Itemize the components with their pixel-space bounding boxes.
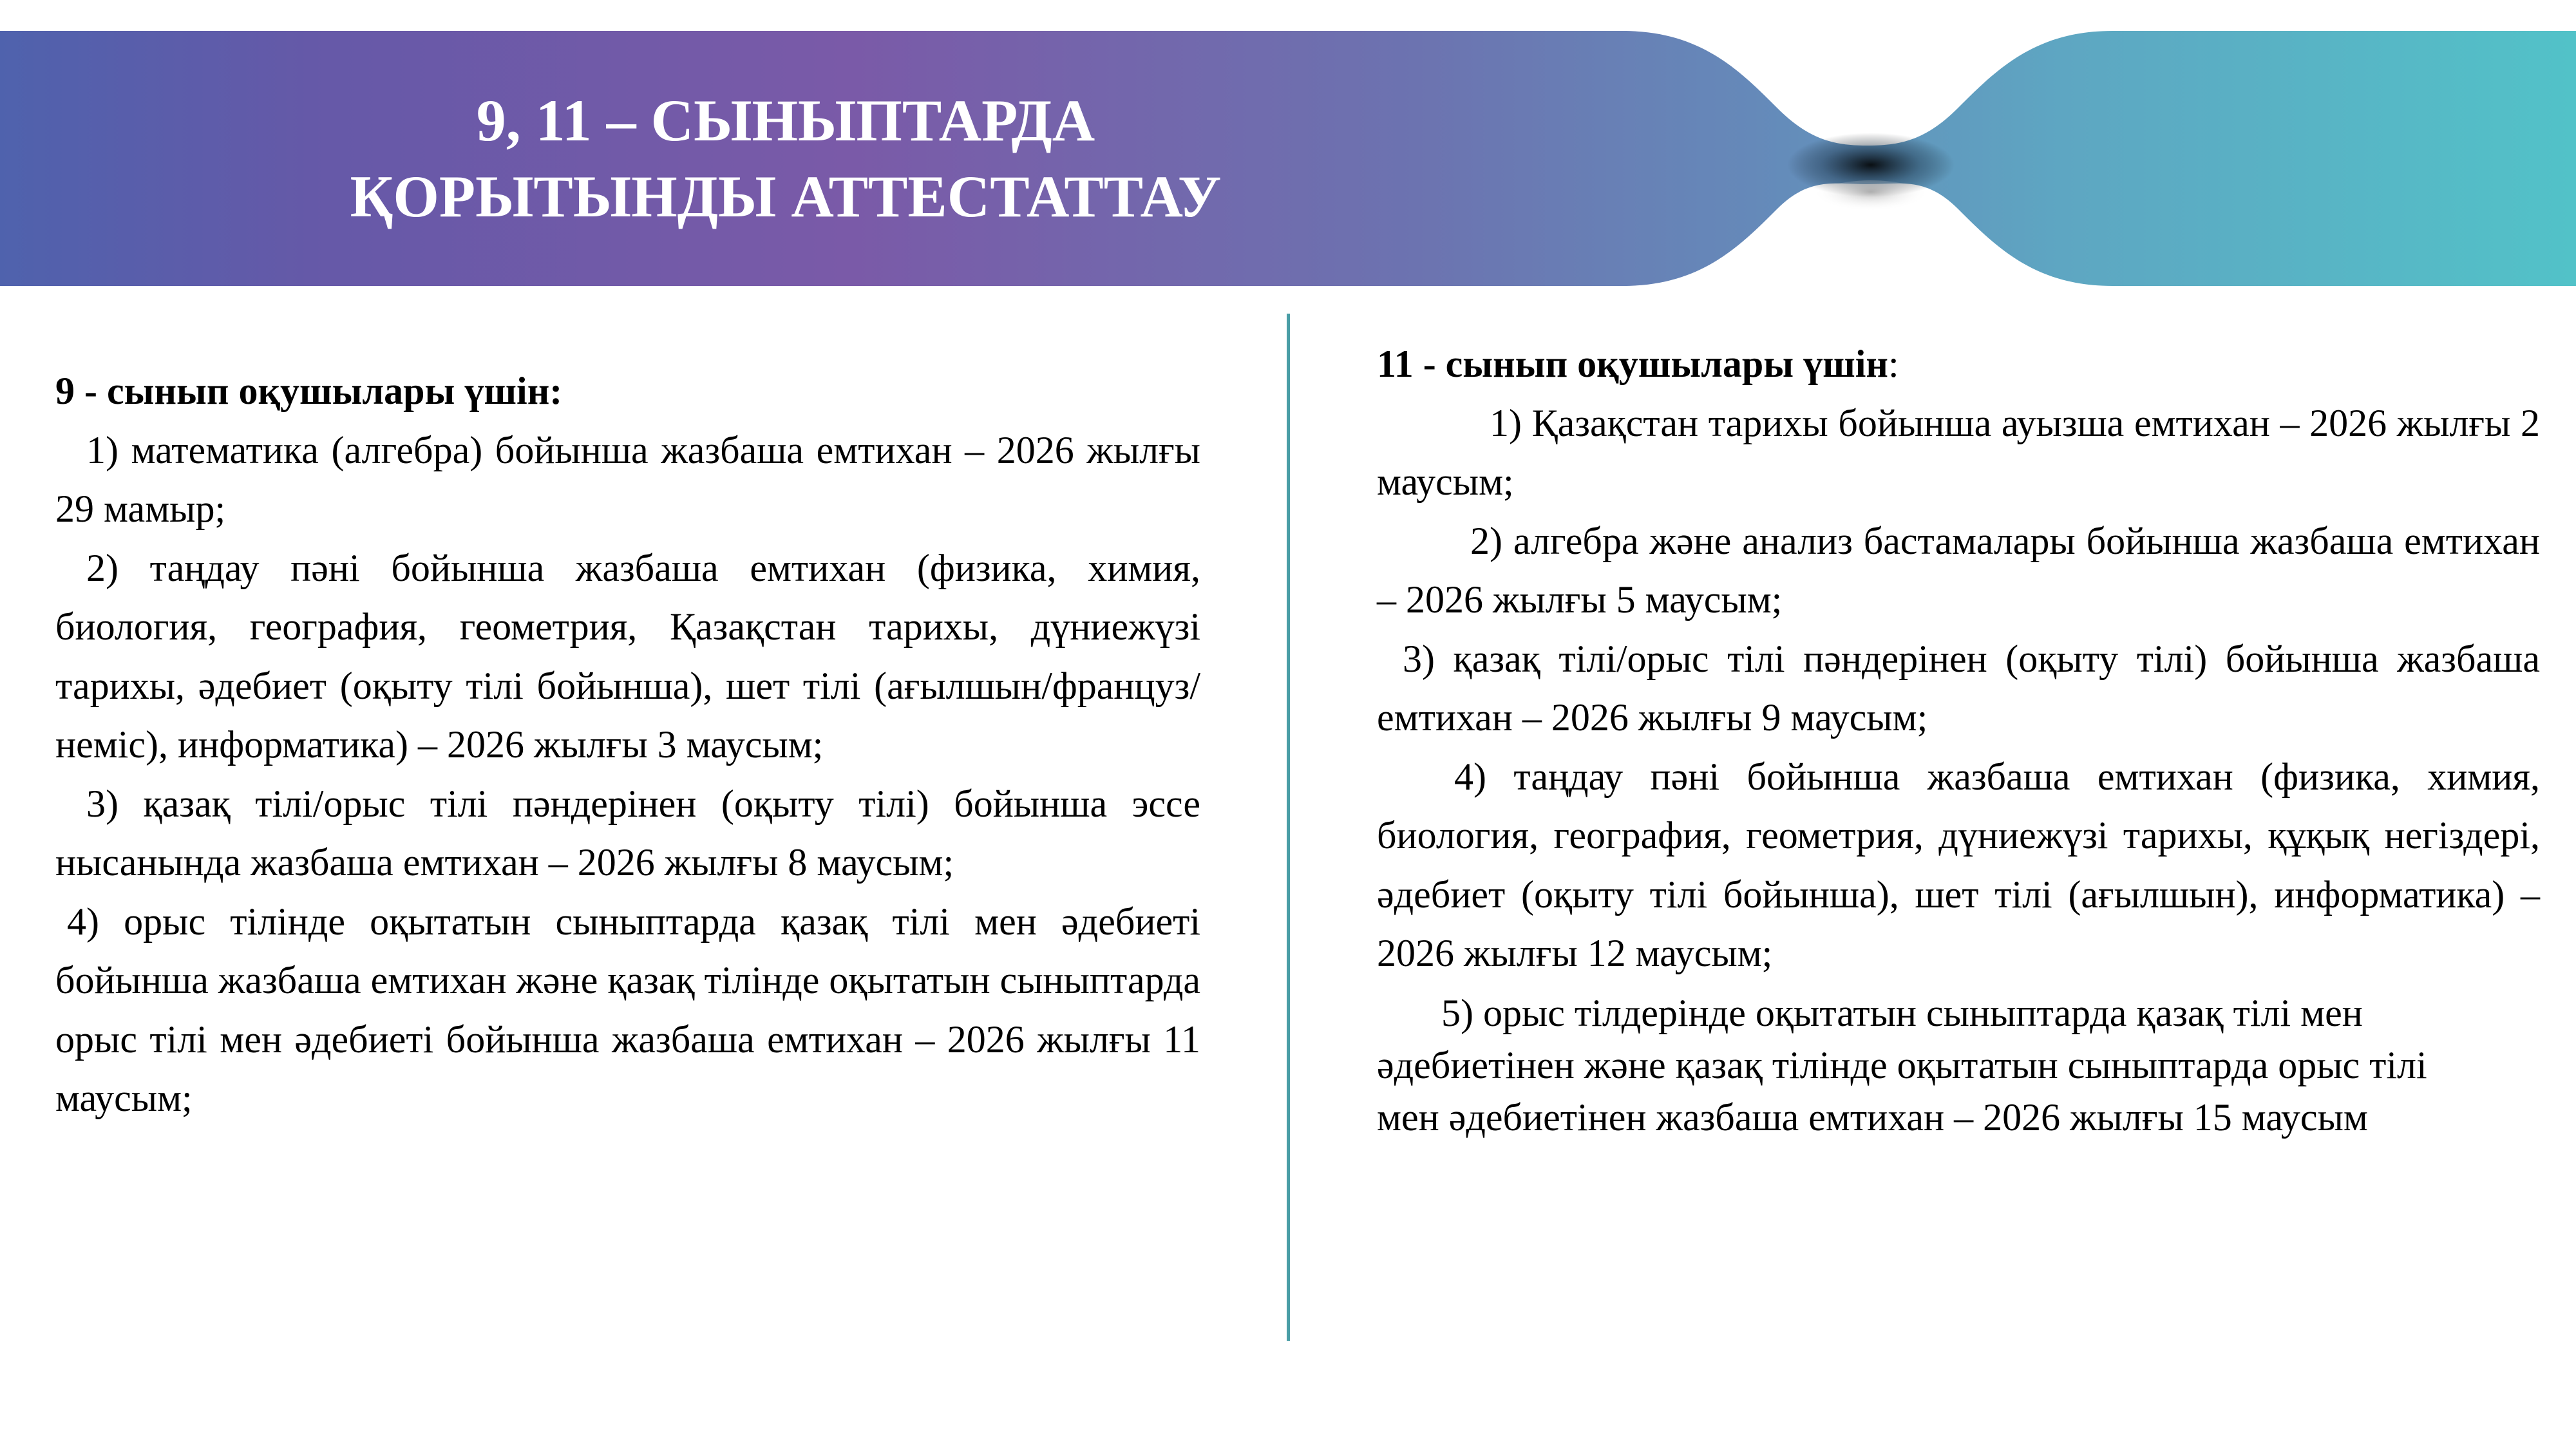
grade11-section	[1377, 335, 2540, 1144]
grade11-exam-item: 2) алгебра және анализ бастамалары бойынша жазбаша емтихан – 2026 жылғы 5 маусым;	[1377, 519, 2540, 621]
page-title	[193, 82, 1378, 234]
grade11-heading-colon: :	[1888, 343, 1899, 385]
grade11-exam-item: 3) қазақ тілі/орыс тілі пәндерінен (оқыту тілі) бойынша жазбаша емтихан – 2026 жылғы 9 маусым;	[1377, 637, 2540, 739]
grade11-heading	[1377, 335, 2540, 394]
grade9-exam-item: 2) таңдау пәні бойынша жазбаша емтихан (физика, химия, биология, география, геометрия, Қазақстан тарихы, дүниежүзі тарихы, әдебиет (оқыту тілі бойынша), шет тілі (ағылшын/француз/неміс), информатика) – 2026 жылғы 3 маусым;	[55, 546, 1200, 766]
grade9-section	[55, 362, 1200, 1128]
grade11-exam-item: 5) орыс тілдерінде оқытатын сыныптарда қазақ тілі мен әдебиетінен және қазақ тілінде оқытатын сыныптарда орыс тілі мен әдебиетінен жазбаша емтихан – 2026 жылғы 15 маусым	[1377, 991, 2427, 1139]
title-line-2: ҚОРЫТЫНДЫ АТТЕСТАТТАУ	[350, 164, 1222, 229]
grade9-heading: 9 - сынып оқушылары үшін:	[55, 370, 563, 412]
grade11-exam-item: 4) таңдау пәні бойынша жазбаша емтихан (физика, химия, биология, география, геометрия, дүниежүзі тарихы, құқық негіздері, әдебиет (оқыту тілі бойынша), шет тілі (ағылшын), информатика) – 2026 жылғы 12 маусым;	[1377, 755, 2540, 974]
grade9-exam-item: 3) қазақ тілі/орыс тілі пәндерінен (оқыту тілі) бойынша эссе нысанында жазбаша емтихан – 2026 жылғы 8 маусым;	[55, 782, 1200, 884]
column-divider	[1287, 314, 1290, 1341]
grade9-exam-item: 1) математика (алгебра) бойынша жазбаша емтихан – 2026 жылғы 29 мамыр;	[55, 428, 1200, 530]
grade11-heading-text: 11 - сынып оқушылары үшін	[1377, 343, 1888, 385]
grade9-exam-item: 4) орыс тілінде оқытатын сыныптарда қазақ тілі мен әдебиеті бойынша жазбаша емтихан және қазақ тілінде оқытатын сыныптарда орыс тілі мен әдебиеті бойынша жазбаша емтихан – 2026 жылғы 11 маусым;	[55, 900, 1200, 1119]
grade11-exam-item: 1) Қазақстан тарихы бойынша ауызша емтихан – 2026 жылғы 2 маусым;	[1377, 401, 2540, 503]
title-line-1: 9, 11 – СЫНЫПТАРДА	[476, 88, 1095, 153]
